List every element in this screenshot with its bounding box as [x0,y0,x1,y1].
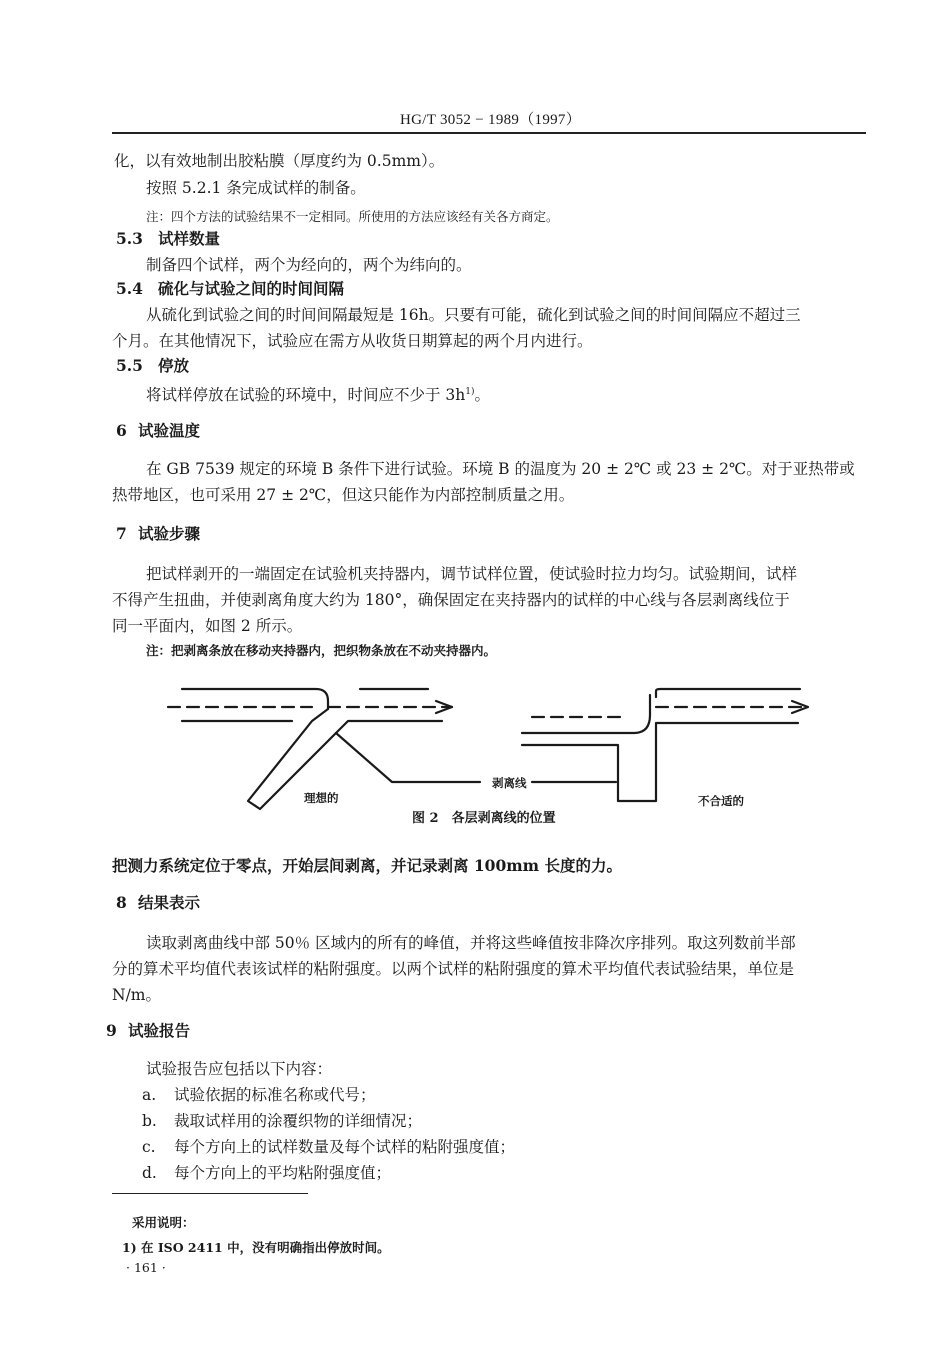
note-methods: 注：四个方法的试验结果不一定相同。所使用的方法应该经有关各方商定。 [146,209,559,224]
section-5-3-text: 制备四个试样，两个为经向的，两个为纬向的。 [146,256,472,274]
paragraph-prep: 按照 5.2.1 条完成试样的制备。 [146,179,366,197]
report-item-a: a. 试验依据的标准名称或代号； [142,1086,376,1104]
section-7-note: 注：把剥离条放在移动夹持器内，把织物条放在不动夹持器内。 [146,643,497,658]
improper-bottom-strip [522,723,798,801]
section-5-4-title: 硫化与试验之间的时间间隔 [158,279,345,298]
figure-label-improper: 不合适的 [698,794,744,808]
section-5-5-title: 停放 [158,356,190,375]
figure-label-ideal: 理想的 [304,791,339,805]
section-7-number: 7 [116,524,127,543]
header-standard-code: HG/T 3052 − 1989（1997） [400,112,582,128]
improper-fabric-strip [522,695,650,733]
section-5-4-text-2: 个月。在其他情况下，试验应在需方从收货日期算起的两个月内进行。 [112,332,593,350]
section-9-number: 9 [106,1021,117,1040]
section-9-title: 试验报告 [128,1021,191,1040]
section-7-title: 试验步骤 [138,524,201,543]
report-item-d: d. 每个方向上的平均粘附强度值； [142,1164,392,1182]
section-5-4-number: 5.4 [116,279,143,298]
figure-label-peel-line: 剥离线 [492,776,527,790]
footnote-text: 1) 在 ISO 2411 中，没有明确指出停放时间。 [122,1240,390,1255]
page-number: · 161 · [126,1260,166,1275]
report-item-c: c. 每个方向上的试样数量及每个试样的粘附强度值； [142,1138,516,1156]
section-6-title: 试验温度 [138,421,201,440]
section-5-4-text-1: 从硫化到试验之间的时间间隔最短是 16h。只要有可能，硫化到试验之间的时间间隔应不超过三 [146,306,801,324]
section-8-text-2: 分的算术平均值代表该试样的粘附强度。以两个试样的粘附强度的算术平均值代表试验结果，单位是 [112,960,795,978]
section-6-text-2: 热带地区，也可采用 27 ± 2℃，但这只能作为内部控制质量之用。 [112,486,575,504]
report-item-b: b. 裁取试样用的涂覆织物的详细情况； [142,1112,423,1130]
footnote-title: 采用说明： [132,1215,195,1230]
section-6-text-1: 在 GB 7539 规定的环境 B 条件下进行试验。环境 B 的温度为 20 ± 2℃ 或 23 ± 2℃。对于亚热带或 [146,460,855,478]
ideal-fabric-strip [248,709,442,809]
section-7-text-2: 不得产生扭曲，并使剥离角度大约为 180°，确保固定在夹持器内的试样的中心线与各层剥离线位于 [112,591,790,609]
section-7-text-3: 同一平面内，如图 2 所示。 [112,617,303,635]
section-7-text-1: 把试样剥开的一端固定在试验机夹持器内，调节试样位置，使试验时拉力均匀。试验期间，试样 [146,565,798,583]
improper-top-layer [656,689,800,697]
section-8-text-3: N/m。 [112,986,161,1004]
section-8-number: 8 [116,893,127,912]
section-6-number: 6 [116,421,127,440]
section-5-3-title: 试样数量 [158,229,221,248]
footnote-rule [112,1193,308,1194]
section-5-5-text: 将试样停放在试验的环境中，时间应不少于 $3h^{1)}$。 [146,386,491,405]
section-5-3-number: 5.3 [116,229,143,248]
figure-caption: 图 2 各层剥离线的位置 [412,811,556,826]
ideal-peel-leader [336,733,480,782]
section-5-5-number: 5.5 [116,356,143,375]
footnote-ref: 1) [465,387,475,397]
paragraph-after-figure: 把测力系统定位于零点，开始层间剥离，并记录剥离 100mm 长度的力。 [112,856,622,875]
section-8-text-1: 读取剥离曲线中部 50％ 区域内的所有的峰值，并将这些峰值按非降次序排列。取这列数前半部 [146,934,796,952]
section-8-title: 结果表示 [138,893,201,912]
section-9-intro: 试验报告应包括以下内容： [146,1060,333,1078]
header-rule [112,132,866,134]
paragraph-continuation: 化，以有效地制出胶粘膜（厚度约为 0.5mm）。 [114,152,445,170]
